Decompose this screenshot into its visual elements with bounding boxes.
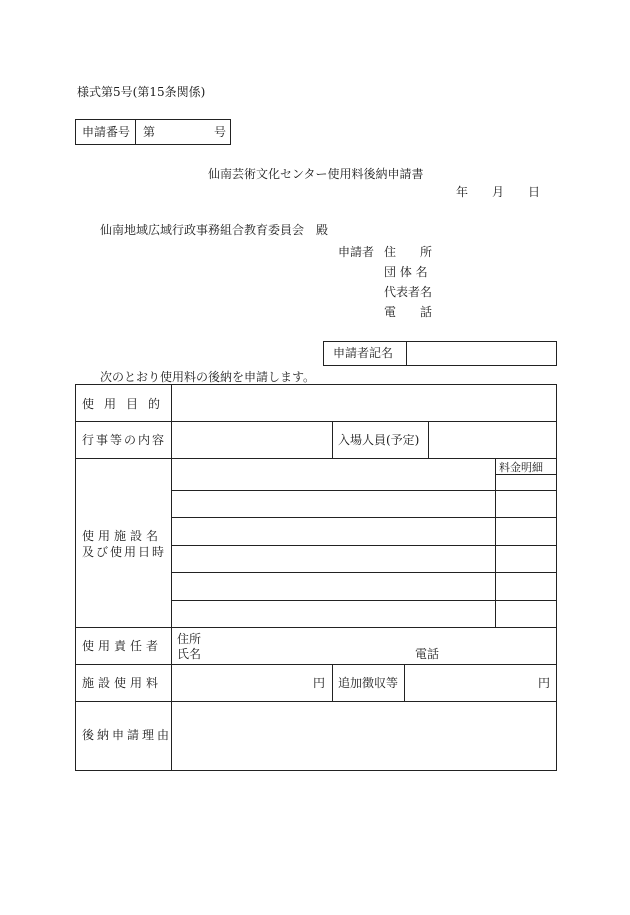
purpose-label: 使用目的 xyxy=(82,397,171,411)
additional-yen: 円 xyxy=(538,676,551,690)
date-month-label: 月 xyxy=(492,185,505,199)
manager-address-label: 住所 xyxy=(177,632,202,646)
facility-fee-label: 施設使用料 xyxy=(82,676,163,690)
reason-field[interactable] xyxy=(178,706,552,766)
facilities-label-line1: 使用施設名 xyxy=(82,529,163,543)
additional-label: 追加徴収等 xyxy=(338,676,399,690)
applicant-label: 申請者 xyxy=(338,245,375,259)
reason-label: 後納申請理由 xyxy=(82,728,173,742)
facility-fee-yen: 円 xyxy=(313,676,326,690)
intro-text: 次のとおり使用料の後納を申請します。 xyxy=(100,370,316,384)
writer-name-field[interactable] xyxy=(410,344,554,363)
event-label: 行事等の内容 xyxy=(82,433,167,447)
applicant-org-label: 団 体 名 xyxy=(384,265,428,279)
application-number-field[interactable] xyxy=(160,124,210,140)
addressee: 仙南地域広域行政事務組合教育委員会 殿 xyxy=(100,223,329,237)
manager-phone-label: 電話 xyxy=(415,647,440,661)
manager-label: 使用責任者 xyxy=(82,639,163,653)
applicant-address-label: 住 所 xyxy=(384,245,433,259)
event-field[interactable] xyxy=(176,426,328,452)
facilities-label-line2: 及び使用日時 xyxy=(82,545,167,559)
attendance-label: 入場人員(予定) xyxy=(338,433,420,447)
attendance-field[interactable] xyxy=(432,426,552,452)
form-number: 様式第5号(第15条関係) xyxy=(77,85,206,99)
manager-name-label: 氏名 xyxy=(177,647,202,661)
fee-detail-label: 料金明細 xyxy=(499,461,543,474)
applicant-rep-label: 代表者名 xyxy=(384,285,433,299)
application-number-label: 申請番号 xyxy=(82,125,131,139)
writer-label: 申請者記名 xyxy=(333,346,394,360)
date-day-label: 日 xyxy=(528,185,541,199)
application-number-prefix: 第 xyxy=(143,125,156,139)
date-year-label: 年 xyxy=(456,185,469,199)
applicant-phone-label: 電 話 xyxy=(384,305,433,319)
application-number-suffix: 号 xyxy=(214,125,227,139)
purpose-field[interactable] xyxy=(180,390,550,416)
document-title: 仙南芸術文化センター使用料後納申請書 xyxy=(208,167,424,181)
